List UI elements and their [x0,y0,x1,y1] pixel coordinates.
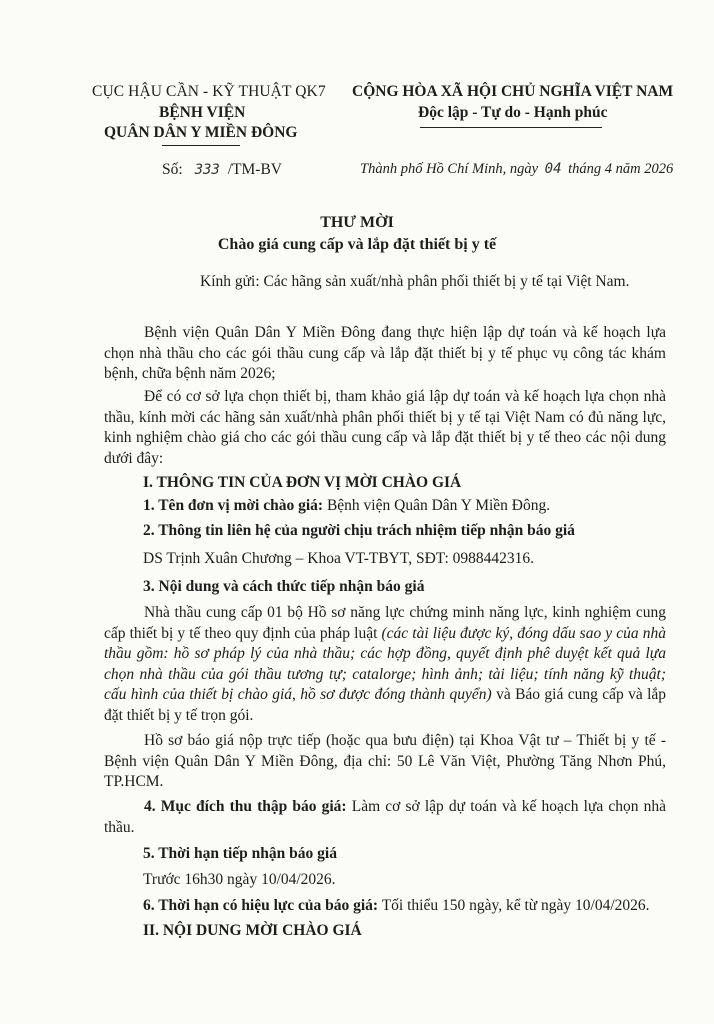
item-4 [104,797,666,838]
date-month-year: tháng 4 năm 2026 [568,161,674,177]
parent-agency: CỤC HẬU CẦN - KỸ THUẬT QK7 [92,83,326,100]
item-2-value: DS Trịnh Xuân Chương – Khoa VT-TBYT, SĐT: 0988442316. [143,550,535,567]
intro-paragraph-2: Để có cơ sở lựa chọn thiết bị, tham khảo giá lập dự toán và kế hoạch lựa chọn nhà thầu, kính mời các hãng sản xuất/nhà phân phối thiết bị y tế tại Việt Nam có đủ năng lực, kinh nghiệm chào giá cho các gói thầu cung cấp và lắp đặt thiết bị y tế theo các nội dung dưới đây: [104,388,666,467]
document-subtitle: Chào giá cung cấp và lắp đặt thiết bị y tế [217,236,497,253]
header-left-underline [162,145,240,146]
recipient-line: Kính gửi: Các hãng sản xuất/nhà phân phối thiết bị y tế tại Việt Nam. [200,273,630,290]
document-title: THƯ MỜI [320,214,394,231]
document-number-label: Số: [162,161,183,178]
item-3-paragraph-1 [104,603,666,726]
date-day: 04 [544,161,562,177]
item-3-para1-end: và Báo giá cung cấp và lắp đặt thiết bị y tế trọn gói. [104,686,667,724]
intro-paragraph-1: Bệnh viện Quân Dân Y Miền Đông đang thực hiện lập dự toán và kế hoạch lựa chọn nhà thầu cho các gói thầu cung cấp và lắp đặt thiết bị y tế phục vụ công tác khám bệnh, chữa bệnh năm 2026; [104,324,666,382]
place-date [360,161,673,178]
section-1-heading: I. THÔNG TIN CỦA ĐƠN VỊ MỜI CHÀO GIÁ [143,474,462,491]
section-2-heading: II. NỘI DUNG MỜI CHÀO GIÁ [143,922,362,939]
item-4-label: 4. Mục đích thu thập báo giá: [144,798,347,815]
document-number-suffix: /TM-BV [227,161,282,178]
item-1-label: 1. Tên đơn vị mời chào giá: [143,497,324,514]
item-6-label: 6. Thời hạn có hiệu lực của báo giá: [143,897,379,914]
hospital-name: QUÂN DÂN Y MIỀN ĐÔNG [104,124,298,141]
hospital-label: BỆNH VIỆN [159,104,246,121]
item-5-value: Trước 16h30 ngày 10/04/2026. [143,871,336,888]
item-2-label: 2. Thông tin liên hệ của người chịu trách nhiệm tiếp nhận báo giá [143,522,575,539]
item-3-para1-italic: (các tài liệu được ký, đóng dấu sao y của nhà thầu gồm: hồ sơ pháp lý của nhà thầu; các hợp đồng, quyết định phê duyệt kết quả lựa chọn nhà thầu của gói thầu tương tự; catalorge; hình ảnh; tài liệu; tính năng kỹ thuật; cấu hình của thiết bị chào giá, hồ sơ được đóng thành quyển) [104,624,667,703]
item-1-value: Bệnh viện Quân Dân Y Miền Đông. [326,497,551,514]
item-1 [143,497,550,515]
document-number [162,161,282,179]
item-6 [143,897,650,915]
national-motto: Độc lập - Tự do - Hạnh phúc [418,104,608,121]
item-5-label: 5. Thời hạn tiếp nhận báo giá [143,845,337,862]
motto-underline [420,127,602,128]
document-number-value: 333 [194,162,220,178]
place-date-prefix: Thành phố Hồ Chí Minh, ngày [360,161,539,177]
item-3-label: 3. Nội dung và cách thức tiếp nhận báo giá [143,578,425,595]
item-3-para1-start: Nhà thầu cung cấp 01 bộ Hồ sơ năng lực chứng minh năng lực, kinh nghiệm cung cấp thiết bị y tế theo quy định của pháp luật [104,604,666,642]
country-name: CỘNG HÒA XÃ HỘI CHỦ NGHĨA VIỆT NAM [352,83,674,100]
item-6-value: Tối thiểu 150 ngày, kể từ ngày 10/04/2026. [381,897,650,914]
item-3-paragraph-2: Hồ sơ báo giá nộp trực tiếp (hoặc qua bưu điện) tại Khoa Vật tư – Thiết bị y tế - Bệnh viện Quân Dân Y Miền Đông, địa chỉ: 50 Lê Văn Việt, Phường Tăng Nhơn Phú, TP.HCM. [104,732,666,790]
item-4-value: Làm cơ sở lập dự toán và kế hoạch lựa chọn nhà thầu. [104,798,667,836]
